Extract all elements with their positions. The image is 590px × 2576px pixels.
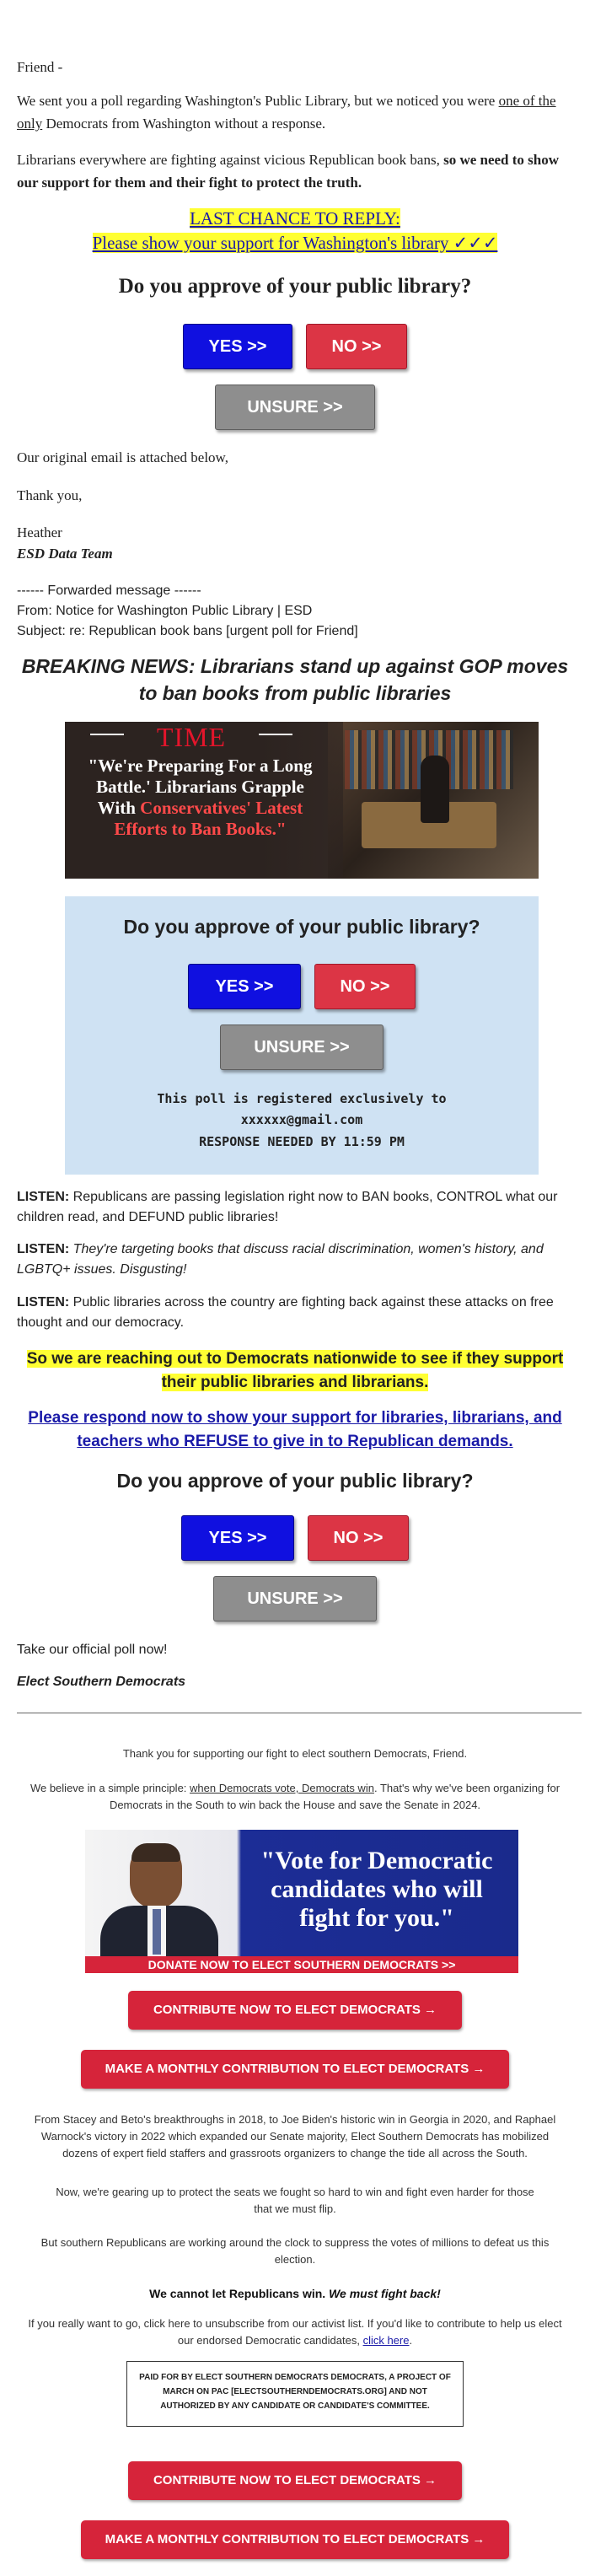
unsub-period: . (409, 2334, 413, 2347)
listen-text: Republicans are passing legislation right now to BAN books, CONTROL what our children read, and DEFUND public libraries! (17, 1190, 558, 1224)
time-quote (80, 756, 320, 840)
signer-team: ESD Data Team (17, 546, 113, 562)
reaching-out-highlight: So we are reaching out to Democrats nationwide to see if they support their public libraries and librarians. (26, 1350, 564, 1391)
contribute-button[interactable]: CONTRIBUTE NOW TO ELECT DEMOCRATS → (128, 1991, 462, 2030)
no-button-2[interactable]: NO >> (308, 1515, 409, 1561)
poll-question-2: Do you approve of your public library? (116, 1470, 474, 1492)
footer-suppress: But southern Republicans are working around the clock to suppress the votes of millions to defeat us this election. (40, 2236, 550, 2266)
listen-text: Public libraries across the country are fighting back against these attacks on free thought and our democracy. (17, 1295, 554, 1330)
contribute-button-2[interactable]: CONTRIBUTE NOW TO ELECT DEMOCRATS → (128, 2461, 462, 2500)
paid-for-box (126, 2361, 464, 2427)
listen-label: LISTEN: (17, 1190, 70, 1204)
signer-name: Heather (17, 524, 62, 540)
thanks-text: Thank you, (17, 487, 83, 503)
reaching-out-text (17, 1347, 573, 1395)
donate-banner[interactable] (85, 1830, 518, 1973)
monthly-contribution-button[interactable]: MAKE A MONTHLY CONTRIBUTION TO ELECT DEMOCRATS → (81, 2050, 509, 2089)
poll-registered-text: This poll is registered exclusively to xxxxxx@gmail.com (157, 1091, 447, 1127)
principle-link[interactable]: when Democrats vote, Democrats win (190, 1782, 374, 1794)
listen-paragraph-3 (17, 1293, 573, 1333)
footer-principle (19, 1780, 571, 1814)
cannot-italic: We must fight back! (329, 2287, 441, 2300)
yes-button-2[interactable]: YES >> (181, 1515, 294, 1561)
listen-paragraph-1 (17, 1187, 573, 1228)
candidate-portrait (92, 1837, 227, 1956)
last-chance-line1[interactable]: LAST CHANCE TO REPLY: (190, 208, 400, 229)
forwarded-from: From: Notice for Washington Public Library | ESD (17, 604, 313, 618)
time-article-banner[interactable] (65, 722, 539, 879)
original-email-text: Our original email is attached below, (17, 449, 228, 465)
last-chance-line2[interactable]: Please show your support for Washington's library ✓✓✓ (92, 233, 498, 253)
time-logo: TIME (156, 722, 227, 752)
forwarded-subject: Subject: re: Republican book bans [urgent poll for Friend] (17, 624, 358, 638)
listen-paragraph-2 (17, 1240, 573, 1280)
intro-underline: one of the only (17, 93, 556, 132)
poll-box-question: Do you approve of your public library? (123, 916, 480, 938)
principle-post: . That's why we've been organizing for Democrats in the South to win back the House and save the Senate in 2024. (109, 1782, 560, 1811)
unsub-click-here-link[interactable]: click here (362, 2334, 410, 2347)
no-button[interactable]: NO >> (306, 324, 407, 369)
listen-label: LISTEN: (17, 1242, 70, 1256)
yes-button[interactable]: YES >> (183, 324, 292, 369)
greeting: Friend - (17, 59, 63, 75)
time-quote-white: "We're Preparing For a Long Battle.' Librarians Grapple With (88, 756, 313, 818)
listen-label: LISTEN: (17, 1295, 70, 1310)
poll-box-yes-button[interactable]: YES >> (188, 964, 301, 1009)
intro-text: We sent you a poll regarding Washington's Public Library, but we noticed you were (17, 93, 499, 109)
forwarded-line: ------ Forwarded message ------ (17, 583, 201, 598)
unsure-button-2[interactable]: UNSURE >> (213, 1576, 377, 1621)
unsub-text: If you really want to go, click here to unsubscribe from our activist list. If you'd like to contribute to help us elect our endorsed Democratic candidates, (28, 2317, 562, 2347)
librarians-text: Librarians everywhere are fighting against vicious Republican book bans, (17, 152, 444, 168)
respond-link[interactable] (17, 1406, 573, 1454)
footer-cannot (19, 2287, 571, 2300)
org-signature: Elect Southern Democrats (17, 1675, 186, 1689)
banner-donate-strip[interactable]: DONATE NOW TO ELECT SOUTHERN DEMOCRATS >> (85, 1956, 518, 1973)
last-chance-link[interactable] (17, 207, 573, 255)
intro-paragraph (17, 89, 573, 135)
footer-gearing: Now, we're gearing up to protect the seats we fought so hard to win and fight even harder for those that we must flip. (56, 2186, 534, 2215)
poll-deadline-text: RESPONSE NEEDED BY 11:59 PM (199, 1134, 405, 1149)
respond-link-text[interactable]: Please respond now to show your support for libraries, librarians, and teachers who REFUSE to give in to Republican demands. (28, 1409, 562, 1450)
poll-box-unsure-button[interactable]: UNSURE >> (220, 1024, 384, 1070)
poll-box (65, 896, 539, 1175)
library-photo (328, 722, 539, 879)
intro-text-end: Democrats from Washington without a response. (42, 116, 326, 132)
paid-for-text: PAID FOR BY ELECT SOUTHERN DEMOCRATS DEMOCRATS, A PROJECT OF MARCH ON PAC [ELECTSOUTHERNDEMOCRATS.ORG] AND NOT AUTHORIZED BY ANY CANDIDATE OR CANDIDATE'S COMMITTEE. (139, 2373, 451, 2411)
footer-unsubscribe (22, 2315, 568, 2349)
librarians-paragraph (17, 148, 573, 194)
time-quote-red: Conservatives' Latest Efforts to Ban Books." (114, 798, 303, 839)
forwarded-header (17, 581, 573, 642)
listen-text: They're targeting books that discuss racial discrimination, women's history, and LGBTQ+ issues. Disgusting! (17, 1242, 544, 1277)
unsure-button[interactable]: UNSURE >> (215, 385, 375, 430)
librarians-bold: so we need to show our support for them and their fight to protect the truth. (17, 152, 560, 191)
poll-box-no-button[interactable]: NO >> (314, 964, 416, 1009)
official-poll-text: Take our official poll now! (17, 1643, 168, 1657)
cannot-bold: We cannot let Republicans win. (149, 2287, 330, 2300)
principle-pre: We believe in a simple principle: (30, 1782, 190, 1794)
breaking-news-headline: BREAKING NEWS: Librarians stand up against GOP moves to ban books from public libraries (21, 655, 569, 704)
monthly-contribution-button-2[interactable]: MAKE A MONTHLY CONTRIBUTION TO ELECT DEMOCRATS → (81, 2520, 509, 2559)
poll-question: Do you approve of your public library? (118, 275, 472, 298)
footer-history: From Stacey and Beto's breakthroughs in 2018, to Joe Biden's historic win in Georgia in 2020, and Raphael Warnock's victory in 2022 which expanded our Senate majority, Elect Southern Democrats has mobilized dozens of expert field staffers and grassroots organizers to change the tide all across the South. (34, 2113, 556, 2159)
banner-quote: "Vote for Democratic candidates who will fight for you." (260, 1847, 493, 1932)
footer-thank-you: Thank you for supporting our fight to elect southern Democrats, Friend. (122, 1747, 468, 1760)
